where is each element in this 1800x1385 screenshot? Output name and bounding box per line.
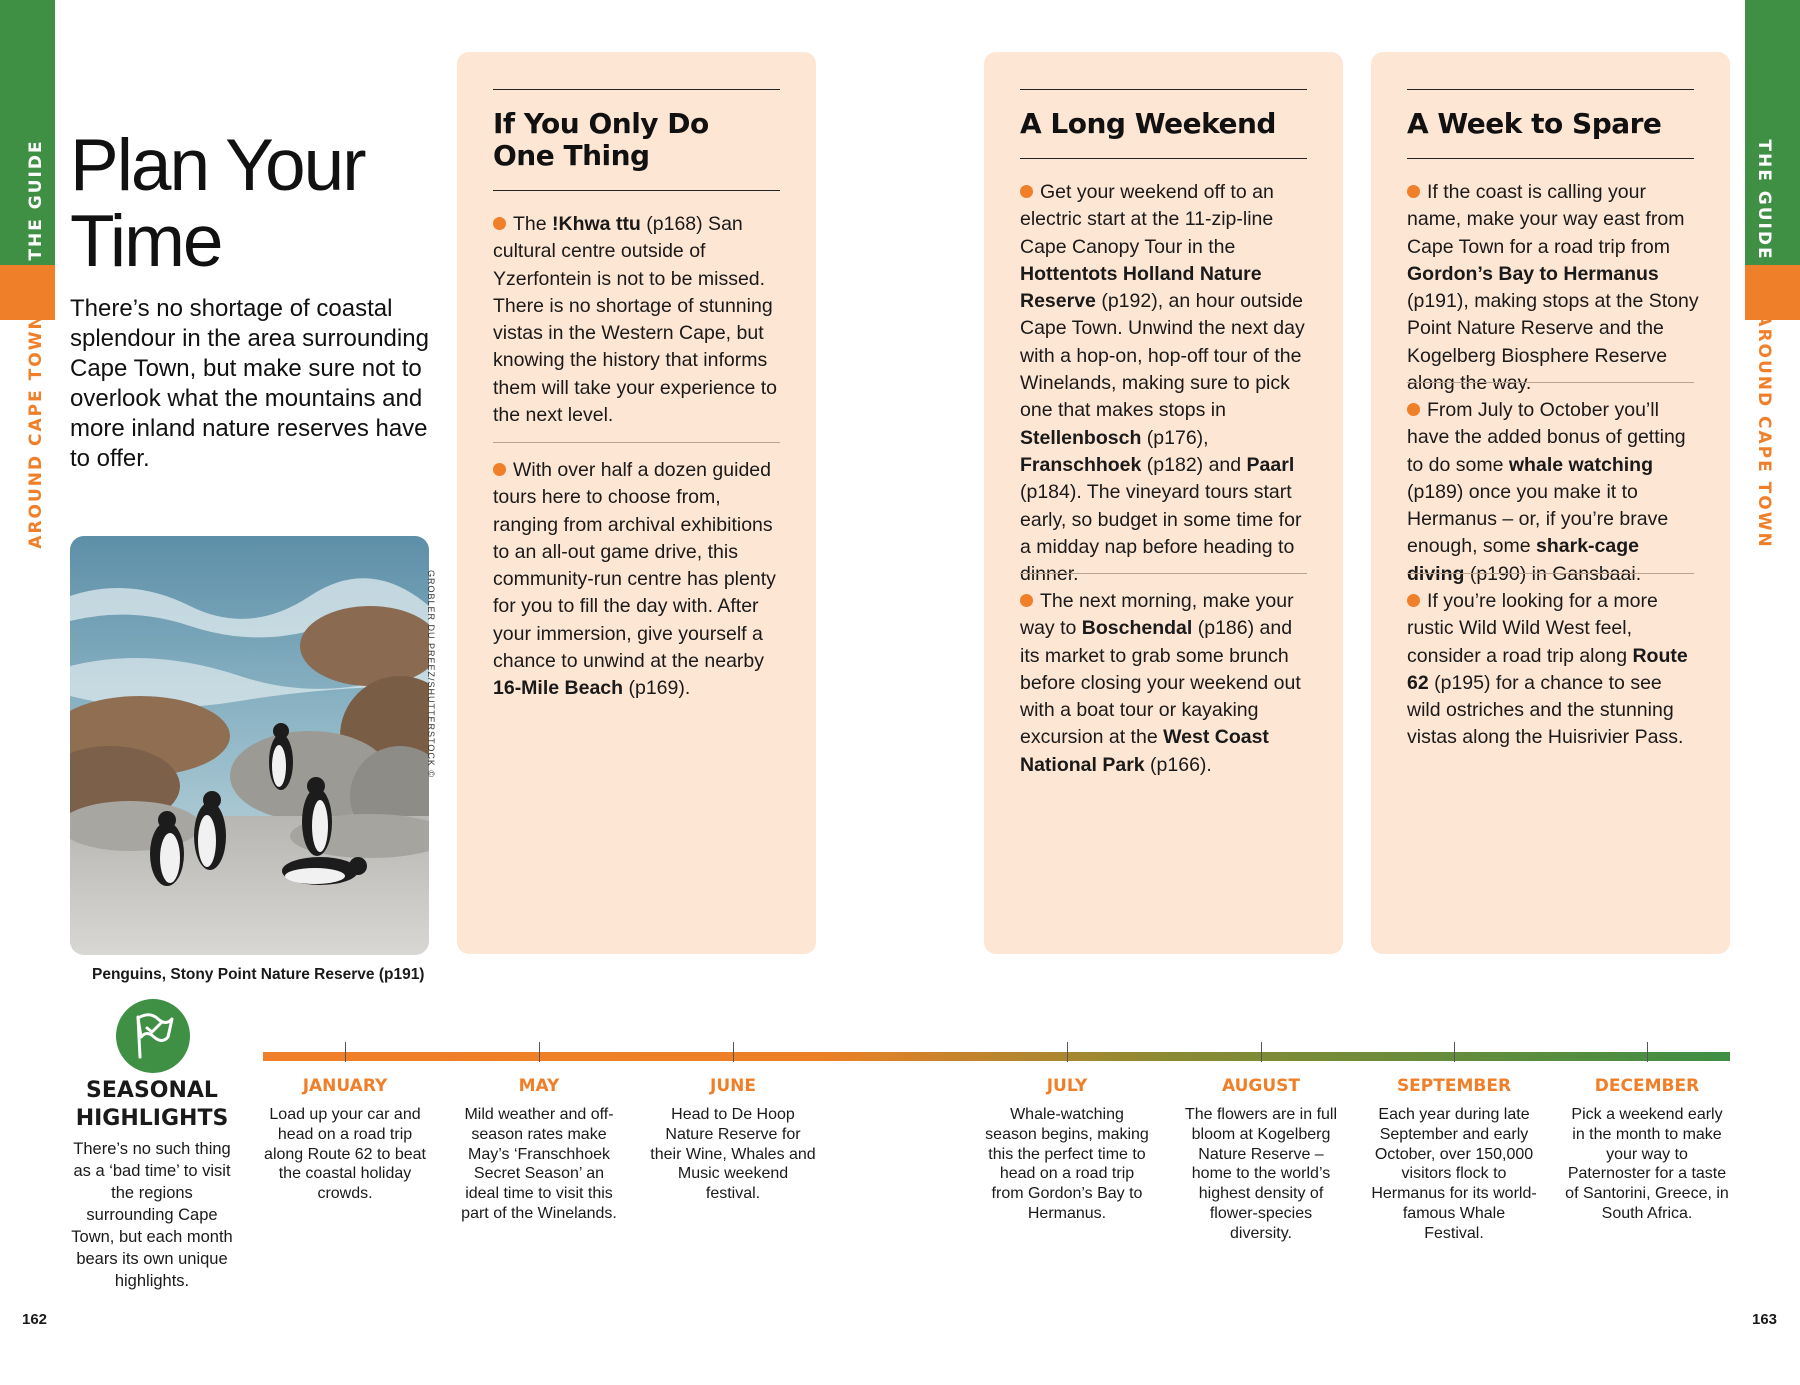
text-run: (p168) San cultural centre outside of Yzerfontein is not to be missed. There is no shortage of stunning vistas in the Western Cape, but knowing the history that informs them will take your experience to the next level. — [493, 213, 777, 427]
penguin-photo — [70, 536, 429, 955]
page-title-line1: Plan Your — [70, 125, 365, 206]
box-rule-top — [493, 89, 780, 90]
bold-place-name: whale watching — [1508, 453, 1653, 476]
seasonal-title-line2: HIGHLIGHTS — [75, 1106, 229, 1131]
side-label-around-cape-town-right: AROUND CAPE TOWN — [1754, 313, 1774, 549]
box-divider — [493, 442, 780, 443]
timeline-tick — [1067, 1042, 1068, 1062]
side-label-the-guide-right: THE GUIDE — [1754, 139, 1774, 261]
side-tab-orange-right — [1745, 265, 1800, 320]
bullet-dot-icon — [1407, 403, 1420, 416]
box-title-line2: One Thing — [493, 139, 650, 172]
bold-place-name: Paarl — [1246, 453, 1295, 476]
timeline-bar — [263, 1052, 1730, 1061]
bold-place-name: Boschendal — [1081, 617, 1193, 640]
text-run: (p191), making stops at the Stony Point Nature Reserve and the Kogelberg Biosphere Reserve along the way. — [1407, 290, 1699, 395]
timeline-month: MAY — [518, 1076, 560, 1096]
timeline-description: Each year during late September and early October, over 150,000 visitors flock to Hermanus for its world-famous Whale Festival. — [1371, 1106, 1537, 1242]
bold-place-name: !Khwa ttu — [552, 213, 641, 235]
text-run: If the coast is calling your name, make your way east from Cape Town for a road trip from — [1407, 181, 1685, 258]
box-a-long-weekend — [984, 52, 1343, 954]
bullet-dot-icon — [1020, 185, 1033, 198]
text-run: (p195) for a chance to see wild ostriches and the stunning vistas along the Huisrivier Pass. — [1407, 671, 1684, 749]
timeline-description: Head to De Hoop Nature Reserve for their Wine, Whales and Music weekend festival. — [650, 1106, 816, 1203]
bold-place-name: Gordon’s Bay to Hermanus — [1407, 262, 1659, 285]
bullet-dot-icon — [1407, 594, 1420, 607]
text-run: (p166). — [1144, 753, 1212, 776]
text-run: With over half a dozen guided tours here to choose from, ranging from archival exhibitions to an all-out game drive, this community-run centre has plenty for you to fill the day with. After your immersion, give yourself a chance to unwind at the nearby — [493, 459, 776, 673]
bullet-dot-icon — [493, 463, 506, 476]
box-paragraph-1 — [1407, 179, 1700, 397]
bullet-dot-icon — [1407, 185, 1420, 198]
box-a-week-to-spare — [1371, 52, 1730, 954]
page-number-right: 163 — [1752, 1311, 1778, 1328]
timeline-tick — [1261, 1042, 1262, 1062]
flag-icon-glyph — [116, 999, 190, 1073]
text-run: (p192), an hour outside Cape Town. Unwind the next day with a hop-on, hop-off tour of the Winelands, making sure to pick one that makes stops in — [1020, 290, 1305, 422]
seasonal-highlights-text: There’s no such thing as a ‘bad time’ to visit the regions surrounding Cape Town, but each month bears its own unique highlights. — [71, 1140, 233, 1290]
bold-place-name: Hottentots Holland Nature Reserve — [1020, 262, 1262, 313]
bold-place-name: Stellenbosch — [1020, 426, 1142, 449]
box-rule-top — [1020, 89, 1307, 90]
photo-credit: GROBLER DU PREEZ/SHUTTERSTOCK © — [426, 570, 436, 778]
text-run: (p184). The vineyard tours start early, so budget in some time for a midday nap before heading to dinner. — [1020, 481, 1302, 586]
box-title: A Long Weekend — [1020, 107, 1276, 140]
timeline-month: JUNE — [710, 1076, 756, 1096]
box-rule-under-title — [1407, 158, 1694, 159]
intro-text: There’s no shortage of coastal splendour in the area surrounding Cape Town, but make sure not to overlook what the mountains and more inland nature reserves have to offer. — [70, 295, 429, 472]
flag-icon — [116, 999, 190, 1073]
page-title-line2: Time — [70, 201, 222, 282]
penguin-photo-illustration — [70, 536, 429, 955]
timeline-description: Pick a weekend early in the month to make your way to Paternoster for a taste of Santorini, Greece, in South Africa. — [1565, 1106, 1729, 1222]
bold-place-name: 16-Mile Beach — [493, 677, 624, 700]
timeline-month: SEPTEMBER — [1396, 1076, 1512, 1096]
timeline-description: Load up your car and head on a road trip along Route 62 to beat the coastal holiday crowds. — [264, 1106, 426, 1203]
timeline-month: JULY — [1046, 1076, 1088, 1096]
bullet-dot-icon — [1020, 594, 1033, 607]
box-if-you-only-do-one-thing — [457, 52, 816, 954]
photo-caption: Penguins, Stony Point Nature Reserve (p191) — [92, 966, 425, 983]
box-rule-top — [1407, 89, 1694, 90]
box-rule-under-title — [1020, 158, 1307, 159]
bullet-dot-icon — [493, 217, 506, 230]
text-run: From July to October you’ll have the added bonus of getting to do some — [1407, 399, 1686, 476]
box-title-line1: If You Only Do — [493, 107, 709, 140]
text-run: (p169). — [623, 677, 691, 700]
timeline-tick — [1454, 1042, 1455, 1062]
bold-place-name: Franschhoek — [1020, 453, 1142, 476]
page-title — [70, 125, 365, 282]
box-paragraph-1 — [1020, 179, 1313, 588]
text-run: (p190) in Gansbaai. — [1464, 562, 1642, 585]
seasonal-title-line1: SEASONAL — [86, 1078, 218, 1103]
box-divider — [1020, 573, 1307, 574]
text-run: (p186) and its market to grab some brunch before closing your weekend out with a boat tour or kayaking excursion at the — [1020, 617, 1301, 749]
text-run: Get your weekend off to an electric start at the 11-zip-line Cape Canopy Tour in the — [1020, 181, 1274, 258]
bold-place-name: shark-cage diving — [1407, 535, 1639, 585]
side-label-the-guide-left: THE GUIDE — [26, 139, 46, 261]
timeline-tick — [1647, 1042, 1648, 1062]
box-paragraph-2 — [1407, 397, 1700, 588]
box-title: A Week to Spare — [1407, 107, 1662, 140]
box-rule-under-title — [493, 190, 780, 191]
text-run: The — [513, 213, 553, 235]
timeline-tick — [539, 1042, 540, 1062]
box-title — [493, 108, 780, 172]
bold-place-name: West Coast National Park — [1020, 726, 1269, 776]
side-tab-orange-left — [0, 265, 55, 320]
timeline-description: Whale-watching season begins, making this the perfect time to head on a road trip from Gordon’s Bay to Hermanus. — [985, 1106, 1149, 1222]
text-run: (p182) and — [1141, 453, 1247, 476]
timeline-description: The flowers are in full bloom at Kogelberg Nature Reserve – home to the world’s highest density of flower-species diversity. — [1184, 1106, 1338, 1242]
box-paragraph-2 — [493, 457, 786, 703]
text-run: (p176), — [1141, 426, 1209, 449]
box-paragraph-3 — [1407, 588, 1700, 752]
text-run: The next morning, make your way to — [1020, 590, 1294, 640]
seasonal-highlights-title — [60, 1077, 244, 1133]
timeline-tick — [733, 1042, 734, 1062]
side-label-around-cape-town-left: AROUND CAPE TOWN — [26, 313, 46, 549]
bold-place-name: Route 62 — [1407, 644, 1688, 694]
timeline-month: JANUARY — [302, 1076, 388, 1096]
box-paragraph-1 — [493, 211, 786, 429]
timeline-description: Mild weather and off-season rates make May’s ‘Franschhoek Secret Season’ an ideal time to visit this part of the Winelands. — [461, 1106, 617, 1222]
text-run: If you’re looking for a more rustic Wild Wild West feel, consider a road trip along — [1407, 590, 1658, 667]
timeline-tick — [345, 1042, 346, 1062]
box-divider — [1407, 382, 1694, 383]
timeline-month: AUGUST — [1221, 1076, 1301, 1096]
timeline-month: DECEMBER — [1594, 1076, 1700, 1096]
text-run: (p189) once you make it to Hermanus – or, if you’re brave enough, some — [1407, 480, 1669, 558]
box-paragraph-2 — [1020, 588, 1313, 779]
page-number-left: 162 — [22, 1311, 48, 1328]
box-divider — [1407, 573, 1694, 574]
